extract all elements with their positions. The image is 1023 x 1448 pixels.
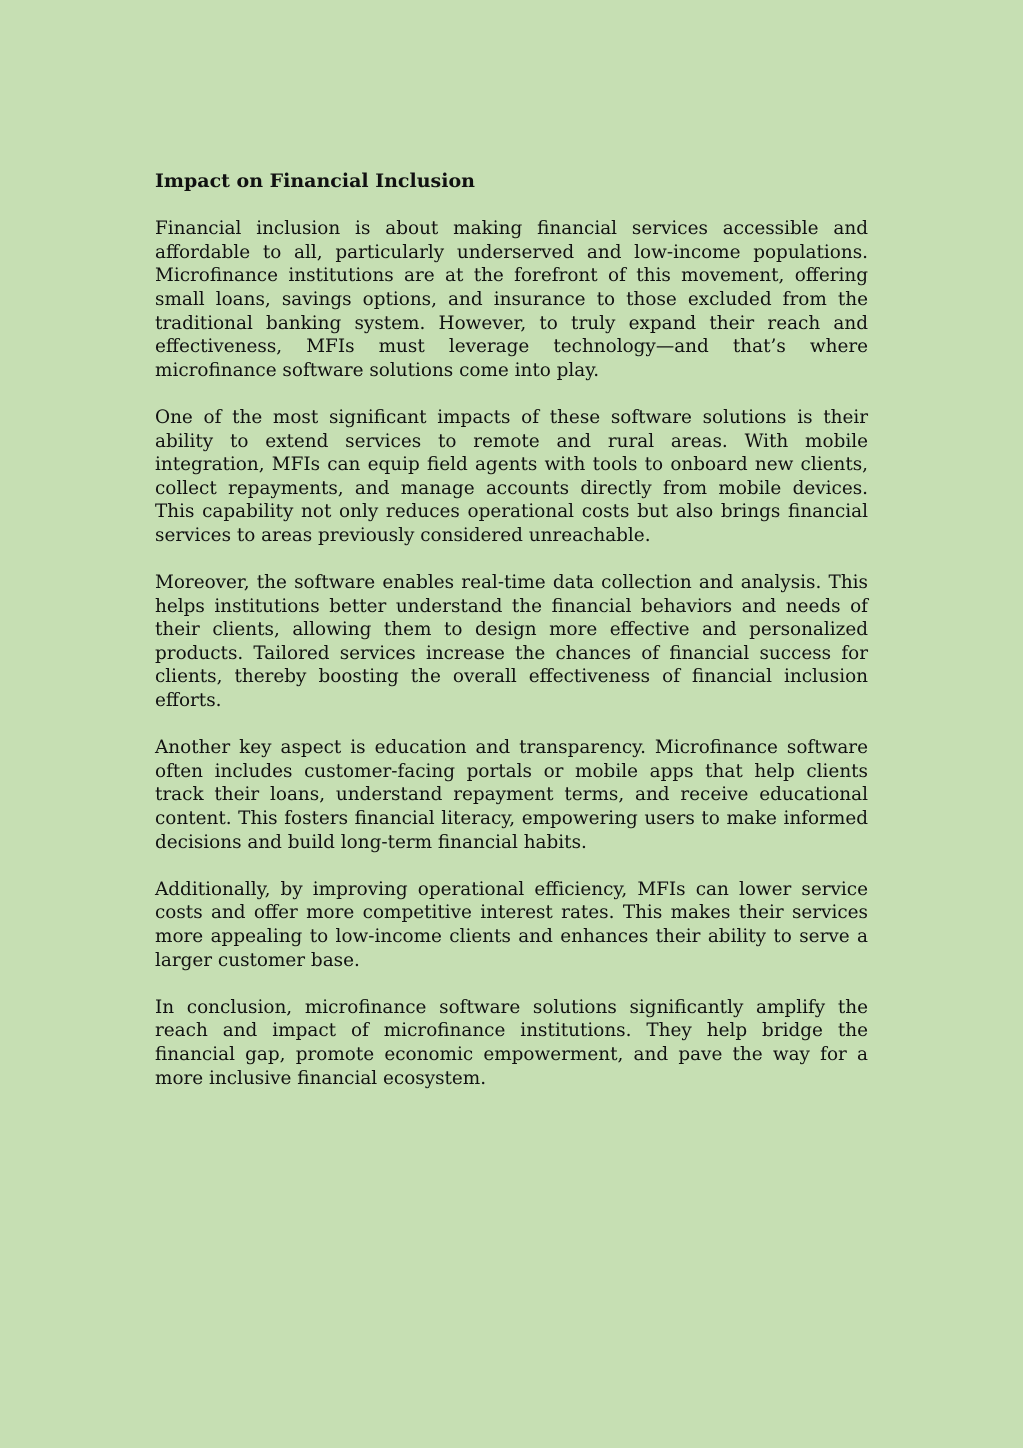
document-title: Impact on Financial Inclusion (155, 170, 475, 192)
paragraph-4: Another key aspect is education and transparency. Microfinance software often includes customer-facing portals or mobile apps that help clients track their loans, understand repayment terms, and receive educational content. This fosters financial literacy, empowering users to make informed decisions and build long-term financial habits. (155, 737, 868, 853)
paragraph-3: Moreover, the software enables real-time data collection and analysis. This helps institutions better understand the financial behaviors and needs of their clients, allowing them to design more effective and personalized products. Tailored services increase the chances of financial success for clients, thereby boosting the overall effectiveness of financial inclusion efforts. (155, 572, 868, 712)
paragraph-1: Financial inclusion is about making financial services accessible and affordable to all, particularly underserved and low-income populations. Microfinance institutions are at the forefront of this movement, offering small loans, savings options, and insurance to those excluded from the traditional banking system. However, to truly expand their reach and effectiveness, MFIs must leverage technology—and that’s where microfinance software solutions come into play. (155, 218, 868, 381)
paragraph-6: In conclusion, microfinance software solutions significantly amplify the reach and impact of microfinance institutions. They help bridge the financial gap, promote economic empowerment, and pave the way for a more inclusive financial ecosystem. (155, 996, 868, 1089)
document-page (155, 170, 868, 1114)
paragraph-5: Additionally, by improving operational efficiency, MFIs can lower service costs and offer more competitive interest rates. This makes their services more appealing to low-income clients and enhances their ability to serve a larger customer base. (155, 878, 868, 971)
paragraph-2: One of the most significant impacts of these software solutions is their ability to extend services to remote and rural areas. With mobile integration, MFIs can equip field agents with tools to onboard new clients, collect repayments, and manage accounts directly from mobile devices. This capability not only reduces operational costs but also brings financial services to areas previously considered unreachable. (155, 406, 868, 546)
